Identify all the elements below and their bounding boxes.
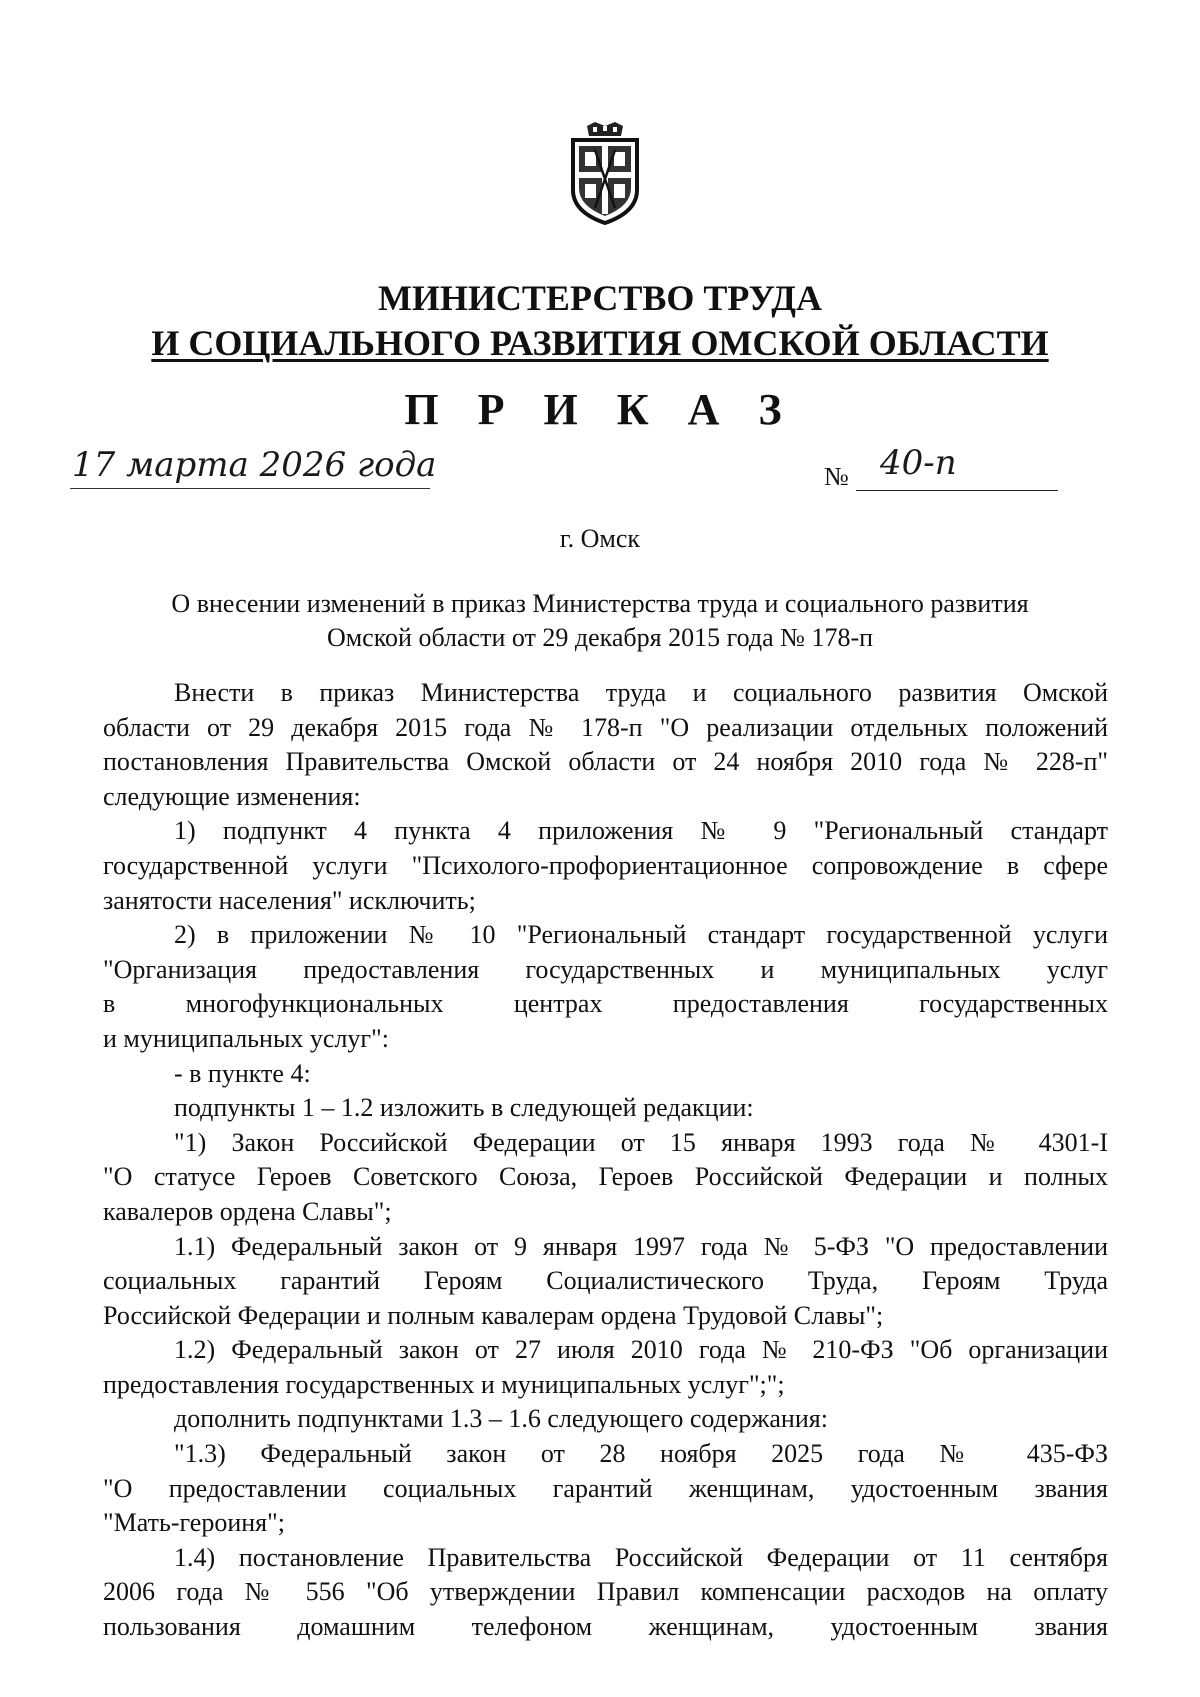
body-line: - в пункте 4: (174, 1058, 311, 1088)
body-line: "1.3) Федеральный закон от 28 ноября 2025 года № 435-ФЗ (174, 1439, 1108, 1469)
body-line: следующие изменения: (103, 781, 361, 811)
document-type-title: П Р И К А З (404, 385, 796, 434)
handwritten-number: 40-п (880, 443, 957, 483)
coat-of-arms-emblem (565, 120, 645, 225)
body-line: в многофункциональных центрах предоставления государственных (103, 989, 1108, 1019)
city-label: г. Омск (559, 524, 641, 553)
subject-line-2: Омской области от 29 декабря 2015 года № 178-п (326, 623, 874, 652)
body-line: 1.4) постановление Правительства Российской Федерации от 11 сентября (174, 1542, 1108, 1572)
body-line: Российской Федерации и полным кавалерам ордена Трудовой Славы"; (103, 1300, 884, 1330)
body-line: государственной услуги "Психолого-профориентационное сопровождение в сфере (103, 850, 1108, 880)
body-line: 2) в приложении № 10 "Региональный стандарт государственной услуги (174, 920, 1108, 950)
body-line: 1.2) Федеральный закон от 27 июля 2010 года № 210-ФЗ "Об организации (174, 1335, 1108, 1365)
body-line: дополнить подпунктами 1.3 – 1.6 следующего содержания: (174, 1404, 828, 1434)
date-underline (70, 488, 430, 489)
body-line: подпункты 1 – 1.2 изложить в следующей редакции: (174, 1093, 754, 1123)
body-line: Внести в приказ Министерства труда и социального развития Омской (174, 678, 1108, 707)
handwritten-date: 17 марта 2026 года (72, 445, 437, 485)
body-line: "О статусе Героев Советского Союза, Героев Российской Федерации и полных (103, 1162, 1108, 1192)
body-line: пользования домашним телефоном женщинам, удостоенным звания (103, 1612, 1108, 1642)
number-label: № (824, 462, 849, 491)
body-line: социальных гарантий Героям Социалистического Труда, Героям Труда (103, 1266, 1108, 1296)
body-line: "1) Закон Российской Федерации от 15 января 1993 года № 4301-I (174, 1127, 1108, 1157)
body-line: "Организация предоставления государственных и муниципальных услуг (103, 954, 1108, 984)
number-underline (856, 490, 1058, 491)
body-line: "О предоставлении социальных гарантий женщинам, удостоенным звания (103, 1473, 1108, 1503)
body-line: 1) подпункт 4 пункта 4 приложения № 9 "Региональный стандарт (174, 816, 1108, 846)
body-line: кавалеров ордена Славы"; (103, 1196, 392, 1226)
document-body (103, 676, 1108, 1645)
org-name-line2: И СОЦИАЛЬНОГО РАЗВИТИЯ ОМСКОЙ ОБЛАСТИ (151, 323, 1049, 363)
org-name-line1: МИНИСТЕРСТВО ТРУДА (377, 278, 823, 318)
body-line: 2006 года № 556 "Об утверждении Правил компенсации расходов на оплату (103, 1577, 1108, 1607)
body-line: "Мать-героиня"; (103, 1508, 285, 1538)
body-line: постановления Правительства Омской области от 24 ноября 2010 года № 228-п" (103, 747, 1108, 777)
body-line: области от 29 декабря 2015 года № 178-п "О реализации отдельных положений (103, 712, 1108, 742)
body-line: 1.1) Федеральный закон от 9 января 1997 года № 5-ФЗ "О предоставлении (174, 1231, 1108, 1261)
body-line: занятости населения" исключить; (103, 885, 476, 915)
subject-line-1: О внесении изменений в приказ Министерства труда и социального развития (171, 589, 1029, 618)
body-line: предоставления государственных и муниципальных услуг";"; (103, 1369, 785, 1399)
body-line: и муниципальных услуг": (103, 1023, 389, 1053)
